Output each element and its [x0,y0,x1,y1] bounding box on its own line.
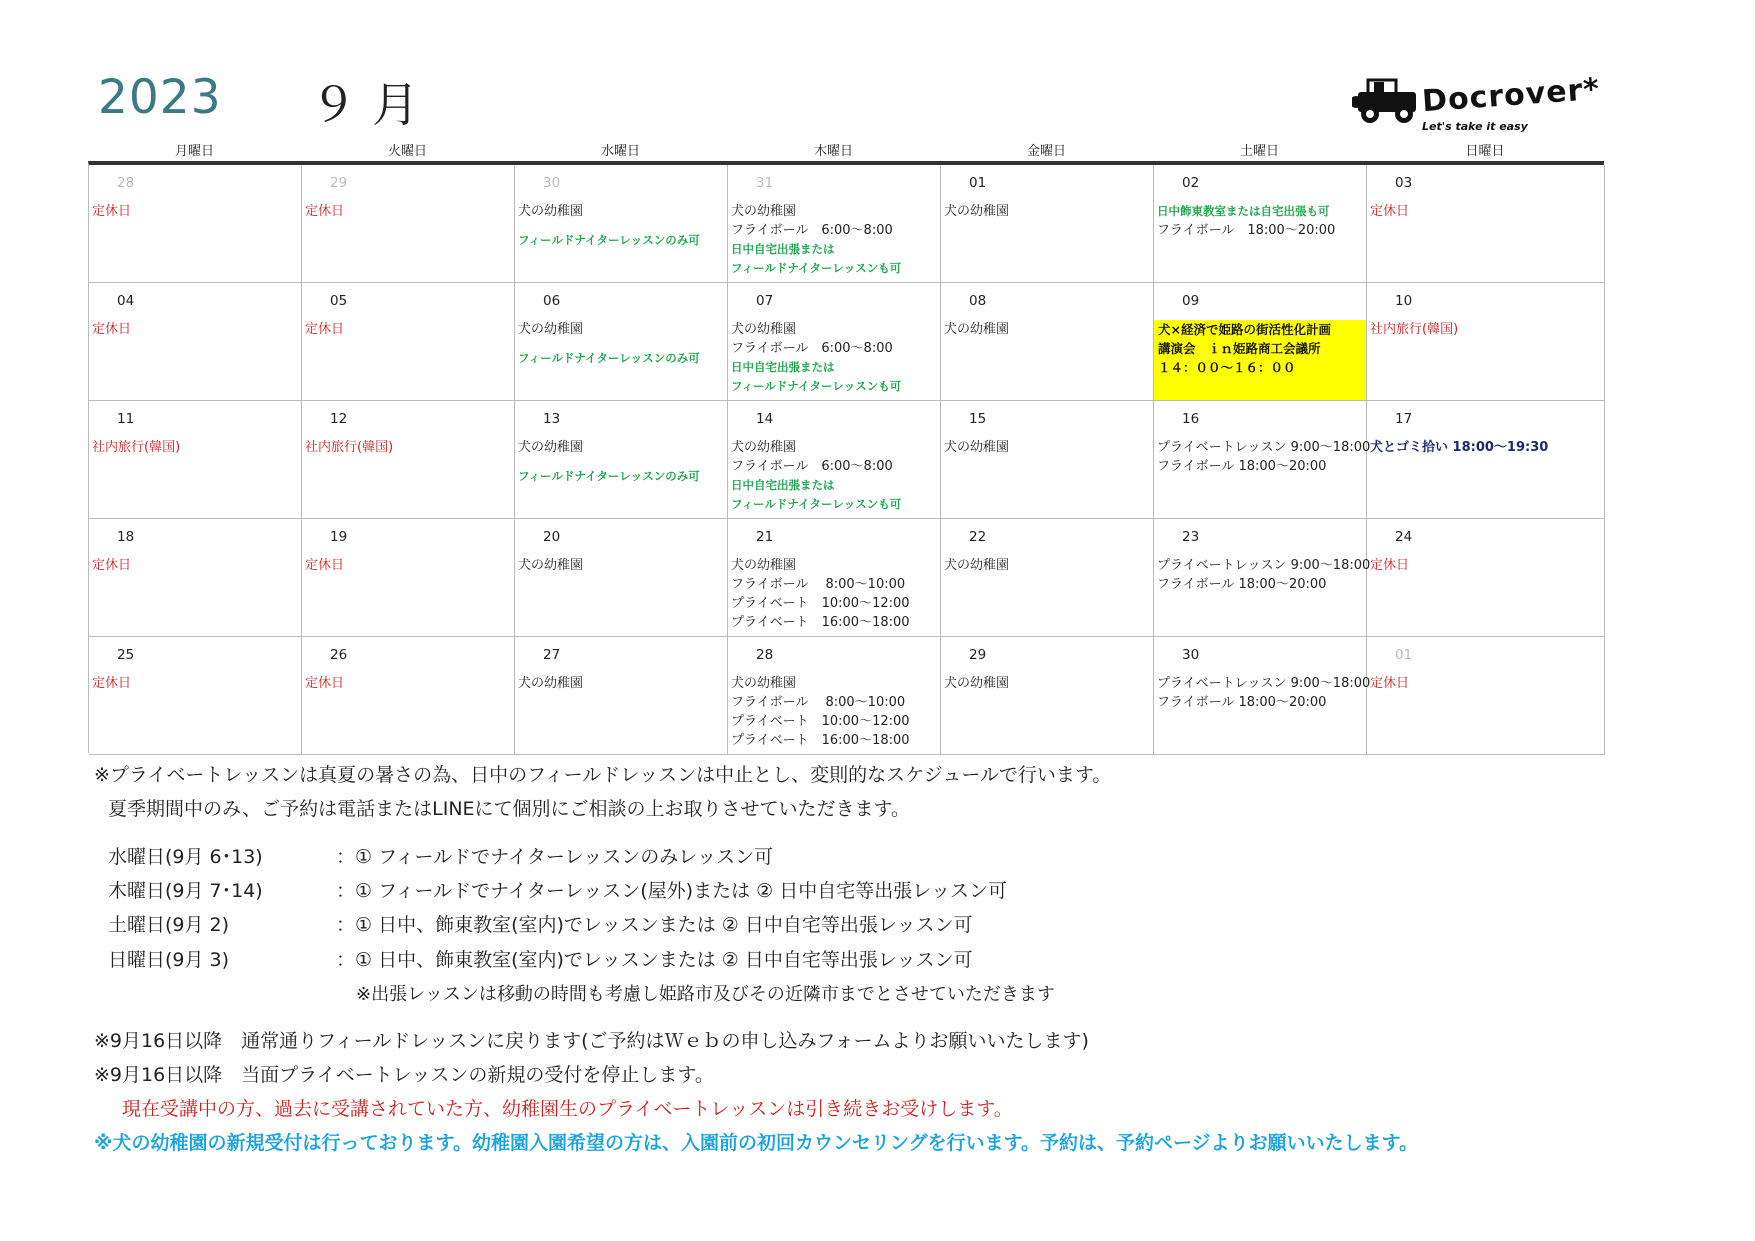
note-red: 現在受講中の方、過去に受講されていた方、幼稚園生のプライベートレッスンは引き続きお受けします。 [122,1098,1013,1120]
calendar-day-cell [302,165,515,283]
day-entries [731,674,937,750]
event-text: 犬の幼稚園 [731,440,797,455]
event-text: プライベートレッスン 9:00～18:00 [1157,440,1371,455]
day-entries [518,674,724,693]
event-text: フライボール 18:00～20:00 [1157,223,1336,238]
weekday-label: 土曜日 [1239,144,1279,159]
calendar-grid [88,161,1604,753]
note-after-1: ※9月16日以降 通常通りフィールドレッスンに戻ります(ご予約はＷｅｂの申し込みフォームよりお願いいたします) [94,1030,1089,1052]
calendar-day-cell [1367,519,1605,637]
event-text: フィールドナイターレッスンも可 [731,379,902,393]
calendar-day-cell [302,401,515,519]
day-number: 22 [969,529,987,545]
day-entries [518,320,724,368]
calendar-week [89,401,1604,519]
day-entries [92,556,298,575]
calendar-day-cell [941,401,1154,519]
calendar-week [89,637,1604,755]
calendar-day-cell [728,165,941,283]
event-text: 犬の幼稚園 [944,322,1010,337]
calendar-day-cell [89,165,302,283]
event-text: フィールドナイターレッスンも可 [731,261,902,275]
event-text: フライボール 6:00～8:00 [731,223,893,238]
event-text: プライベート 16:00～18:00 [731,615,910,630]
calendar-day-cell [1367,637,1605,755]
day-entries [731,202,937,278]
calendar-day-cell [728,401,941,519]
event-text: 日中飾東教室または自宅出張も可 [1157,204,1330,218]
day-entries [1370,438,1601,457]
event-text: 定休日 [92,204,132,219]
day-entries [1157,320,1363,400]
calendar-day-cell [89,401,302,519]
calendar-day-cell [1367,401,1605,519]
jeep-icon [1352,72,1424,128]
calendar-week [89,283,1604,401]
calendar-day-cell [941,283,1154,401]
day-entries [305,320,511,339]
event-text: 日中自宅出張または [731,360,835,374]
note-intro-1: ※プライベートレッスンは真夏の暑さの為、日中のフィールドレッスンは中止とし、変則的なスケジュールで行います。 [94,764,1112,786]
calendar-day-cell [515,401,728,519]
calendar-day-cell [302,519,515,637]
event-text: プライベートレッスン 9:00～18:00 [1157,558,1371,573]
event-text: プライベート 10:00～12:00 [731,714,910,729]
event-text: 犬の幼稚園 [944,204,1010,219]
event-text: フィールドナイターレッスンのみ可 [518,469,700,483]
logo-brand: Docrover* [1420,71,1602,120]
day-number: 14 [756,411,774,427]
event-text: 定休日 [1370,558,1410,573]
day-number: 28 [756,647,774,663]
calendar-day-cell [515,165,728,283]
day-entries [518,438,724,486]
day-number: 12 [330,411,348,427]
event-text: フライボール 18:00～20:00 [1157,695,1327,710]
day-entries [731,438,937,514]
day-number: 29 [330,175,348,191]
calendar-day-cell [941,519,1154,637]
event-text: フィールドナイターレッスンのみ可 [518,351,700,365]
event-text: プライベート 10:00～12:00 [731,596,910,611]
highlighted-event [1154,320,1366,400]
event-text: フライボール 18:00～20:00 [1157,459,1327,474]
calendar-day-cell [1154,283,1367,401]
event-text: 犬の幼稚園 [731,676,797,691]
calendar-day-cell [728,637,941,755]
calendar-day-cell [89,283,302,401]
day-number: 15 [969,411,987,427]
weekday-label: 火曜日 [387,144,427,159]
calendar-day-cell [1154,165,1367,283]
day-number: 07 [756,293,774,309]
event-text: 犬の幼稚園 [944,440,1010,455]
calendar-day-cell [728,519,941,637]
day-number: 13 [543,411,561,427]
day-entries [1157,202,1363,240]
day-entries [1370,674,1601,693]
event-text: 犬の幼稚園 [518,676,584,691]
day-number: 20 [543,529,561,545]
day-entries [1157,674,1371,712]
event-text: 社内旅行(韓国) [92,440,181,455]
day-entries [944,202,1150,221]
event-text: 定休日 [305,322,345,337]
note-blue: ※犬の幼稚園の新規受付は行っております。幼稚園入園希望の方は、入園前の初回カウンセリングを行います。予約は、予約ページよりお願いいたします。 [94,1132,1419,1154]
schedule-day: 木曜日(9月 7･14) [108,880,263,902]
day-number: 18 [117,529,135,545]
day-entries [518,556,724,575]
event-text: フライボール 6:00～8:00 [731,459,893,474]
day-number: 02 [1182,175,1200,191]
calendar-day-cell [89,519,302,637]
day-number: 11 [117,411,135,427]
day-number: 08 [969,293,987,309]
day-number: 21 [756,529,774,545]
calendar-day-cell [302,283,515,401]
day-entries [92,202,298,221]
day-entries [1370,320,1601,339]
schedule-desc: ：① フィールドでナイターレッスンのみレッスン可 [336,846,774,868]
event-text: プライベート 16:00～18:00 [731,733,910,748]
day-number: 24 [1395,529,1413,545]
day-number: 01 [1395,647,1413,663]
weekday-label: 金曜日 [1026,144,1066,159]
day-entries [1157,438,1371,476]
calendar-day-cell [1154,637,1371,755]
spacer [518,457,724,467]
event-text: 犬の幼稚園 [518,322,584,337]
calendar-day-cell [515,637,728,755]
day-number: 16 [1182,411,1200,427]
day-number: 30 [543,175,561,191]
day-number: 19 [330,529,348,545]
day-number: 25 [117,647,135,663]
day-number: 10 [1395,293,1413,309]
day-entries [1157,556,1371,594]
event-text: プライベートレッスン 9:00～18:00 [1157,676,1371,691]
event-text: 犬の幼稚園 [944,676,1010,691]
calendar-day-cell [515,283,728,401]
day-number: 17 [1395,411,1413,427]
calendar-day-cell [515,519,728,637]
weekday-label: 日曜日 [1465,144,1505,159]
schedule-day: 土曜日(9月 2) [108,914,230,936]
schedule-desc: ：① 日中、飾東教室(室内)でレッスンまたは ② 日中自宅等出張レッスン可 [336,914,973,936]
day-entries [305,556,511,575]
spacer [518,339,724,349]
day-number: 31 [756,175,774,191]
weekday-label: 水曜日 [600,144,640,159]
event-text: 日中自宅出張または [731,242,835,256]
day-entries [305,202,511,221]
calendar-week [89,165,1604,283]
day-entries [944,556,1150,575]
event-text: 犬の幼稚園 [731,558,797,573]
docrover-logo [1352,71,1602,138]
schedule-desc: ：① 日中、飾東教室(室内)でレッスンまたは ② 日中自宅等出張レッスン可 [336,949,973,971]
calendar-day-cell [1367,283,1605,401]
event-text: 日中自宅出張または [731,478,835,492]
note-intro-2: 夏季期間中のみ、ご予約は電話またはLINEにて個別にご相談の上お取りさせていただきます。 [108,798,911,820]
event-text: 定休日 [1370,204,1410,219]
note-after-2: ※9月16日以降 当面プライベートレッスンの新規の受付を停止します。 [94,1064,714,1086]
event-text: 講演会 ｉｎ姫路商工会議所 [1158,341,1321,356]
event-text: 犬の幼稚園 [731,322,797,337]
day-entries [1370,556,1601,575]
day-entries [92,674,298,693]
event-text: フライボール 6:00～8:00 [731,341,893,356]
day-entries [92,320,298,339]
event-text: 犬の幼稚園 [731,204,797,219]
day-number: 04 [117,293,135,309]
day-entries [305,438,511,457]
event-text: フィールドナイターレッスンも可 [731,497,902,511]
calendar-day-cell [941,165,1154,283]
logo-tagline: Let's take it easy [1422,120,1528,133]
day-number: 27 [543,647,561,663]
year-title: 2023 [98,70,222,125]
calendar-day-cell [1154,519,1371,637]
day-number: 01 [969,175,987,191]
event-text: 定休日 [305,204,345,219]
weekday-header [88,140,1604,159]
day-entries [305,674,511,693]
calendar-week [89,519,1604,637]
calendar-day-cell [728,283,941,401]
day-entries [92,438,298,457]
event-text: 定休日 [92,322,132,337]
day-entries [518,202,724,250]
event-text: 定休日 [1370,676,1410,691]
event-text: 社内旅行(韓国) [305,440,394,455]
event-text: 定休日 [92,676,132,691]
day-number: 09 [1182,293,1200,309]
schedule-day: 日曜日(9月 3) [108,949,230,971]
day-number: 03 [1395,175,1413,191]
day-number: 30 [1182,647,1200,663]
event-text: フライボール 8:00～10:00 [731,577,906,592]
day-entries [731,320,937,396]
event-text: 定休日 [305,558,345,573]
event-text: 犬の幼稚園 [944,558,1010,573]
event-text: 定休日 [305,676,345,691]
event-text: 犬の幼稚園 [518,204,584,219]
day-entries [944,438,1150,457]
day-entries [944,320,1150,339]
day-number: 23 [1182,529,1200,545]
event-text: 社内旅行(韓国) [1370,322,1459,337]
day-number: 29 [969,647,987,663]
calendar-day-cell [941,637,1154,755]
weekday-label: 木曜日 [813,144,853,159]
schedule-day: 水曜日(9月 6･13) [108,846,263,868]
day-number: 06 [543,293,561,309]
event-text: 犬の幼稚園 [518,440,584,455]
calendar-day-cell [1367,165,1605,283]
month-title: ９ 月 [310,78,419,133]
event-text: フライボール 18:00～20:00 [1157,577,1327,592]
day-number: 05 [330,293,348,309]
note-travel: ※出張レッスンは移動の時間も考慮し姫路市及びその近隣市までとさせていただきます [356,984,1055,1005]
calendar-day-cell [302,637,515,755]
event-text: １４：００～１６：００ [1158,360,1296,375]
spacer [518,221,724,231]
weekday-label: 月曜日 [174,144,214,159]
day-entries [731,556,937,632]
event-text: 犬×経済で姫路の街活性化計画 [1158,322,1331,337]
day-number: 26 [330,647,348,663]
event-text: フライボール 8:00～10:00 [731,695,906,710]
event-text: 定休日 [92,558,132,573]
day-entries [1370,202,1601,221]
schedule-desc: ：① フィールドでナイターレッスン(屋外)または ② 日中自宅等出張レッスン可 [336,880,1008,902]
event-text: 犬の幼稚園 [518,558,584,573]
calendar-day-cell [1154,401,1371,519]
event-text: 犬とゴミ拾い 18:00～19:30 [1370,440,1549,455]
event-text: フィールドナイターレッスンのみ可 [518,233,700,247]
day-entries [944,674,1150,693]
calendar-day-cell [89,637,302,755]
day-number: 28 [117,175,135,191]
